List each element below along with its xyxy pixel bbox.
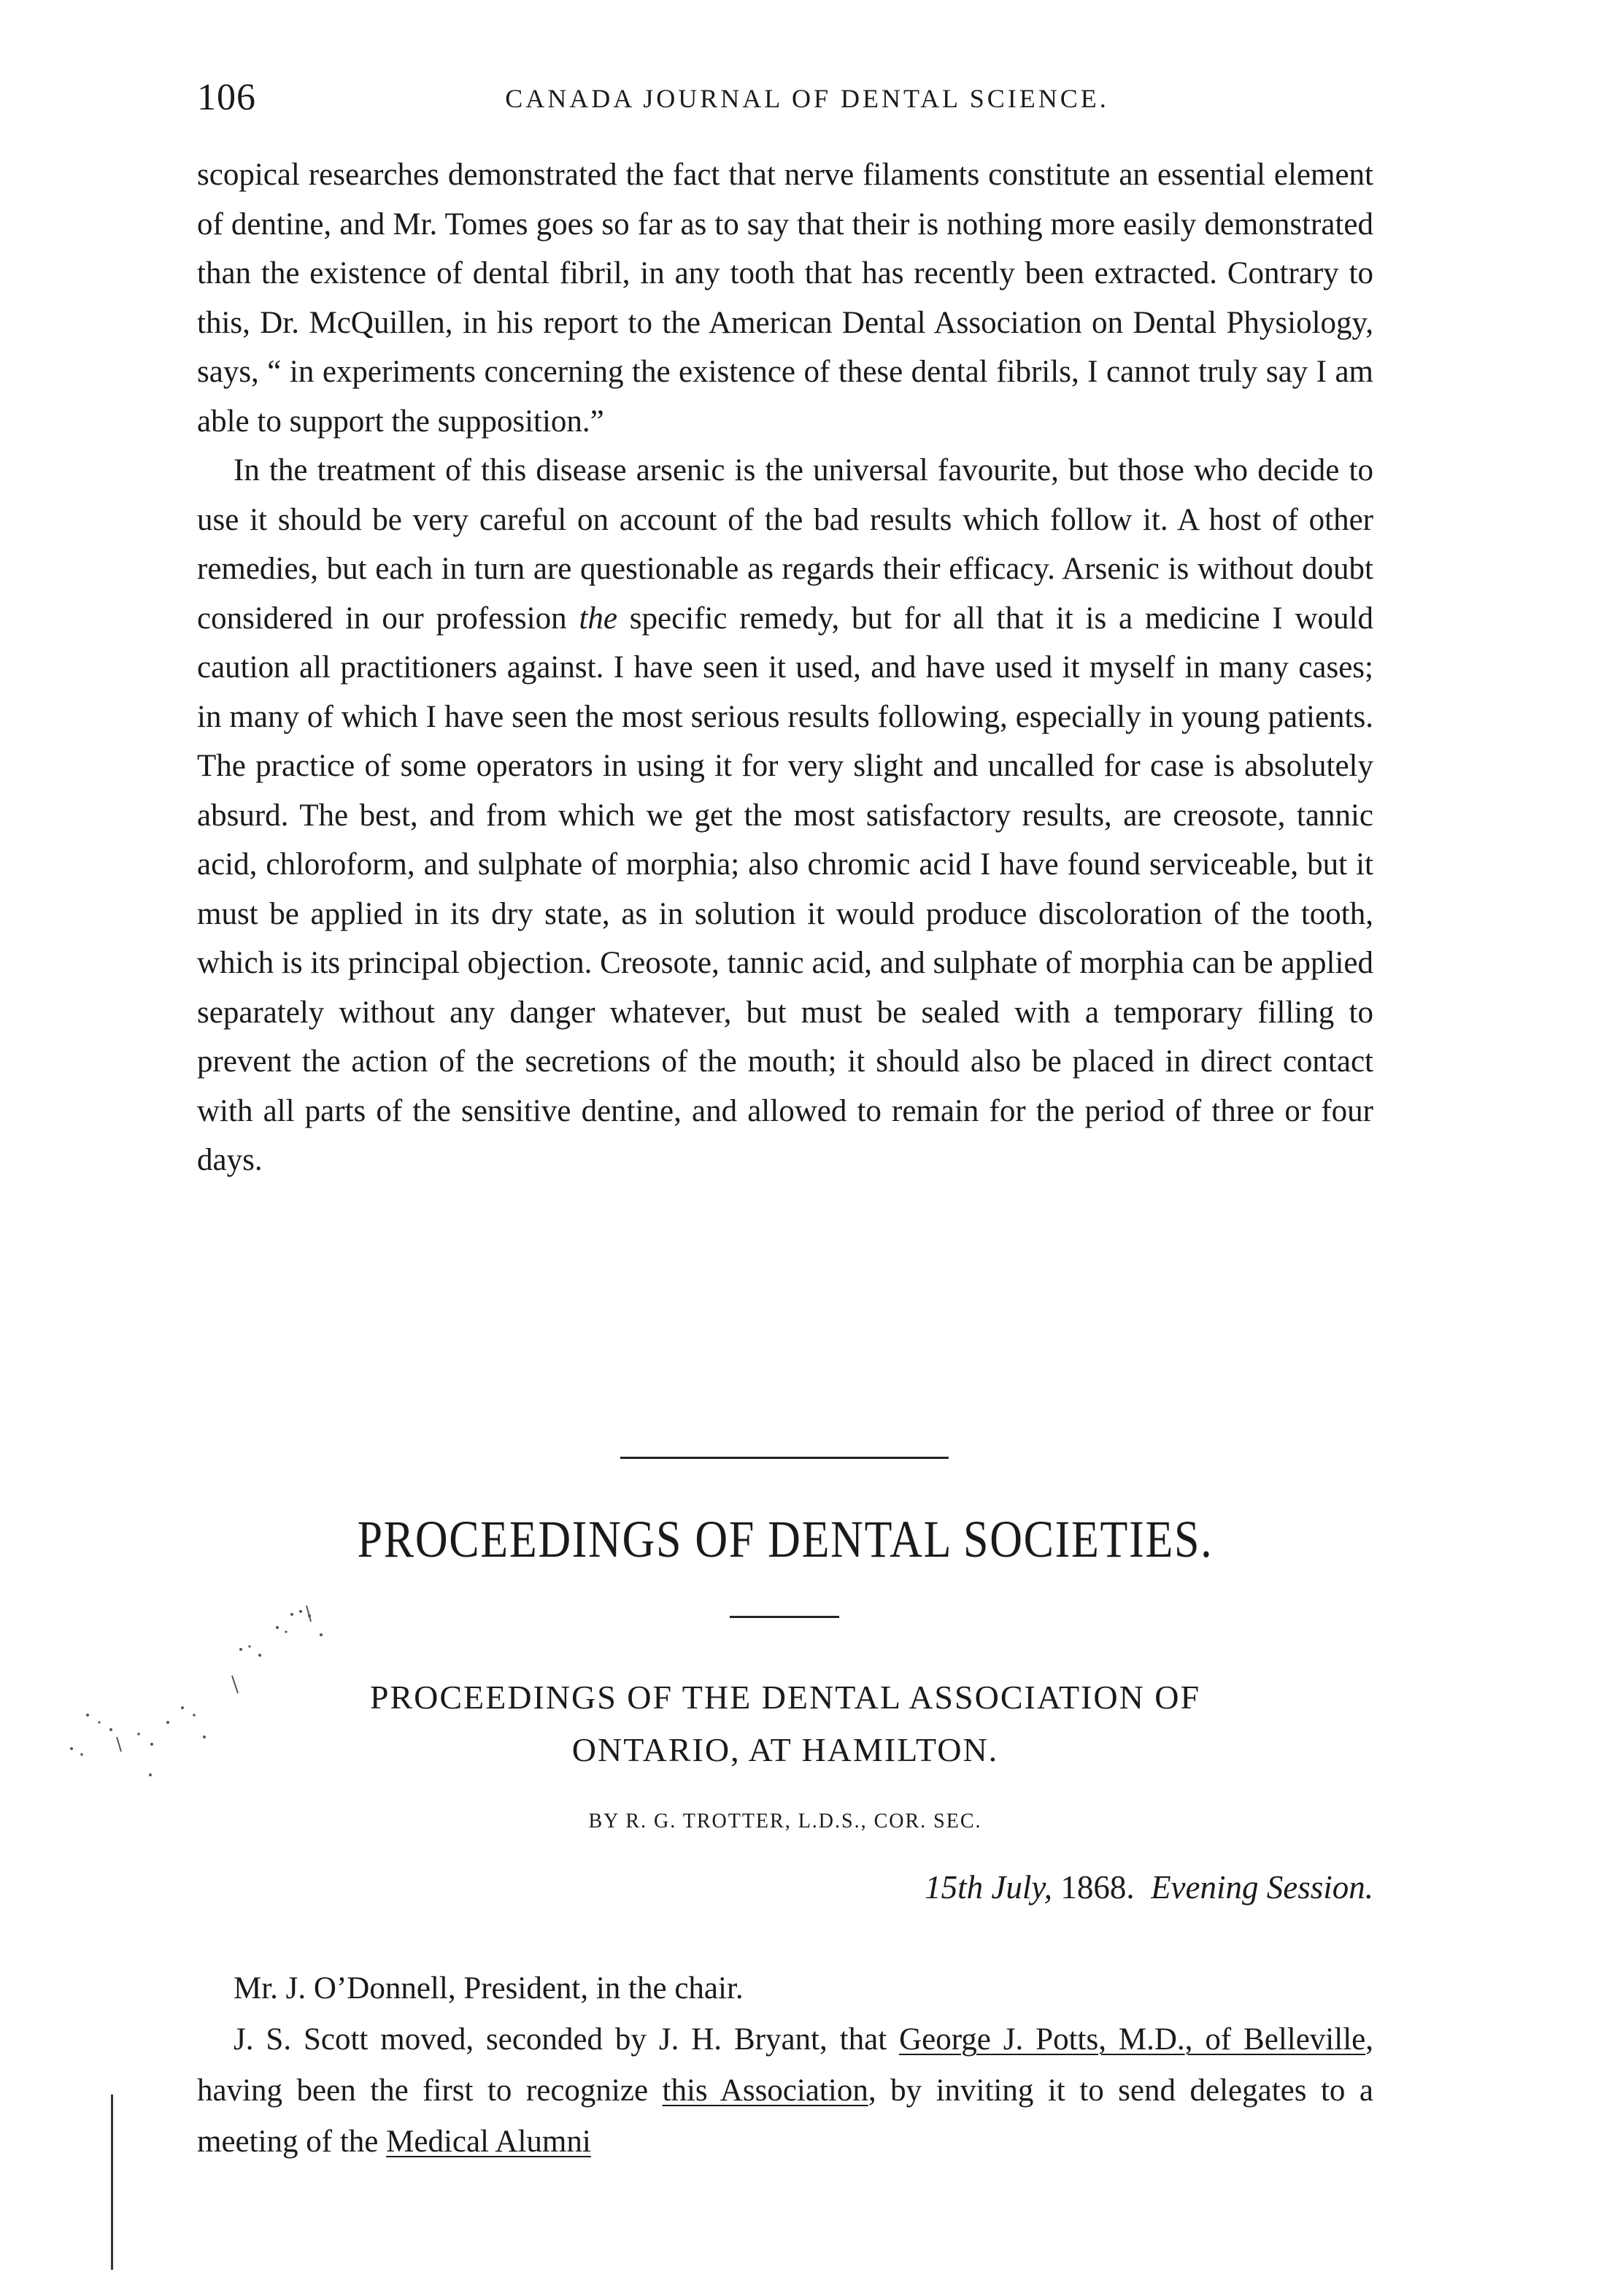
margin-specks: [58, 1606, 365, 1795]
underlined-phrase: Medical Alumni: [386, 2124, 591, 2159]
underlined-name: George J. Potts, M.D., of Belleville: [899, 2022, 1366, 2057]
page-number: 106: [197, 77, 256, 118]
journal-title: CANADA JOURNAL OF DENTAL SCIENCE.: [505, 84, 1109, 113]
date-year: 1868.: [1052, 1869, 1135, 1906]
underlined-phrase: this Association: [662, 2073, 868, 2108]
minutes-paragraph: [197, 2014, 1373, 2168]
margin-pencil-line: [111, 2095, 113, 2270]
paragraph-text: specific remedy, but for all that it is a medicine I would caution all practitioners against. I have seen it used, and have used it myself in many cases; in many of which I have seen the most serious results following, especially in young patients. The practice of some operators in using it for very slight and uncalled for case is absolutely absurd. The best, and from which we get the most satisfactory results, are creosote, tannic acid, chloroform, and sulphate of morphia; also chromic acid I have found serviceable, but it must be applied in its dry state, as in solution it would produce discoloration of the tooth, which is its principal objection. Creosote, tannic acid, and sulphate of morphia can be applied separately without any danger whatever, but must be sealed with a temporary filling to prevent the action of the secretions of the mouth; it should also be placed in direct contact with all parts of the sensitive dentine, and allowed to remain for the period of three or four days.: [197, 601, 1373, 1177]
paragraph-text: , having been the first to recognize: [197, 2022, 1373, 2108]
paragraph-text: In the treatment of this disease arsenic is the universal favourite, but those who decide to use it should be very careful on account of the bad results which follow it. A host of other remedies, but each in turn are questionable as regards their efficacy. Arsenic is without doubt considered in our profession: [197, 453, 1373, 636]
paragraph-text: J. S. Scott moved, seconded by J. H. Bryant, that: [234, 2022, 900, 2057]
session-label: Evening Session.: [1151, 1869, 1373, 1906]
heading-underline-rule: [730, 1616, 839, 1618]
minutes-body: [197, 1963, 1373, 2168]
minutes-paragraph: Mr. J. O’Donnell, President, in the chair.: [234, 1971, 744, 2006]
document-page: [197, 0, 1373, 2296]
sub-heading-line: ONTARIO, AT HAMILTON.: [571, 1731, 999, 1768]
article-body: [197, 150, 1373, 1185]
paragraph-text: , by inviting it to send delegates to a meeting of the: [197, 2073, 1373, 2159]
date-day: 15th July,: [925, 1869, 1053, 1906]
byline: BY R. G. TROTTER, L.D.S., COR. SEC.: [588, 1810, 982, 1833]
running-head: [197, 76, 1373, 120]
pencil-marks-icon: [58, 1606, 365, 1795]
article-paragraph: [197, 446, 1373, 1185]
sub-heading-line: PROCEEDINGS OF THE DENTAL ASSOCIATION OF: [369, 1679, 1201, 1716]
sub-heading: [197, 1671, 1373, 1776]
emphasis-text: the: [579, 601, 617, 636]
section-divider-rule: [620, 1457, 949, 1459]
article-paragraph: scopical researches demonstrated the fact that nerve filaments constitute an essential element of dentine, and Mr. Tomes goes so far as to say that their is nothing more easily demonstrated than the existence of dental fibril, in any tooth that has recently been extracted. Contrary to this, Dr. McQuillen, in his report to the American Dental Association on Dental Physiology, says, “ in experiments concerning the existence of these dental fibrils, I cannot truly say I am able to support the supposition.”: [197, 158, 1373, 439]
dateline: [925, 1868, 1373, 1906]
section-heading: PROCEEDINGS OF DENTAL SOCIETIES.: [357, 1510, 1214, 1568]
